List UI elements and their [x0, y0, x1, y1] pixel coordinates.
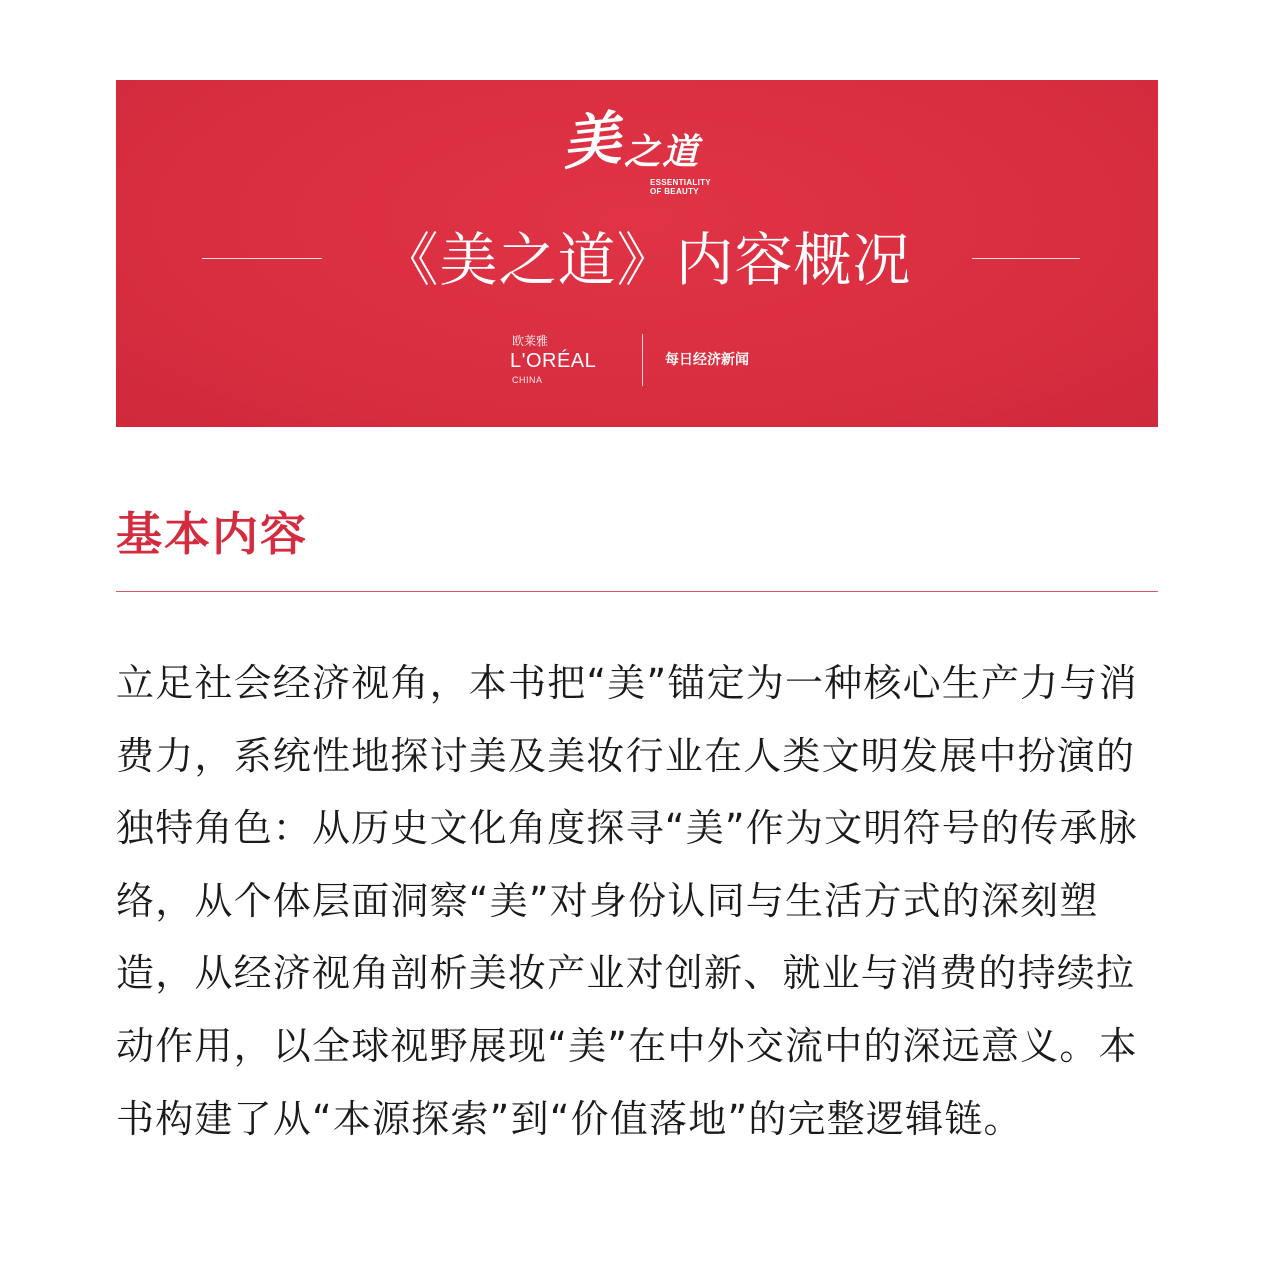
nbd-wordmark: 每日经济新闻 — [665, 352, 749, 368]
brand-divider — [642, 334, 643, 386]
section-body-text: 立足社会经济视角，本书把“美”锚定为一种核心生产力与消费力，系统性地探讨美及美妆行业在人类文明发展中扮演的独特角色：从历史文化角度探寻“美”作为文明符号的传承脉络，从个体层面洞察“美”对身份认同与生活方式的深刻塑造，从经济视角剖析美妆产业对创新、就业与消费的持续拉动作用，以全球视野展现“美”在中外交流中的深远意义。本书构建了从“本源探索”到“价值落地”的完整逻辑链。 — [116, 661, 1138, 1141]
loreal-wordmark: L'ORÉAL — [510, 350, 597, 372]
loreal-region: CHINA — [512, 375, 543, 385]
header-banner — [116, 80, 1158, 427]
logo-calligraphy-main: 美 — [558, 104, 624, 178]
title-divider-left — [202, 258, 322, 259]
banner-title: 《美之道》内容概况 — [380, 226, 912, 294]
banner-title-row — [116, 226, 1158, 294]
section-divider — [116, 591, 1158, 592]
title-divider-right — [972, 258, 1080, 259]
logo-calligraphy-rest: 之道 — [624, 131, 701, 173]
loreal-chinese-name: 欧莱雅 — [512, 334, 549, 348]
section-heading: 基本内容 — [116, 507, 308, 561]
book-logo — [116, 104, 1158, 204]
logo-subtitle: ESSENTIALITY OF BEAUTY — [650, 178, 711, 196]
